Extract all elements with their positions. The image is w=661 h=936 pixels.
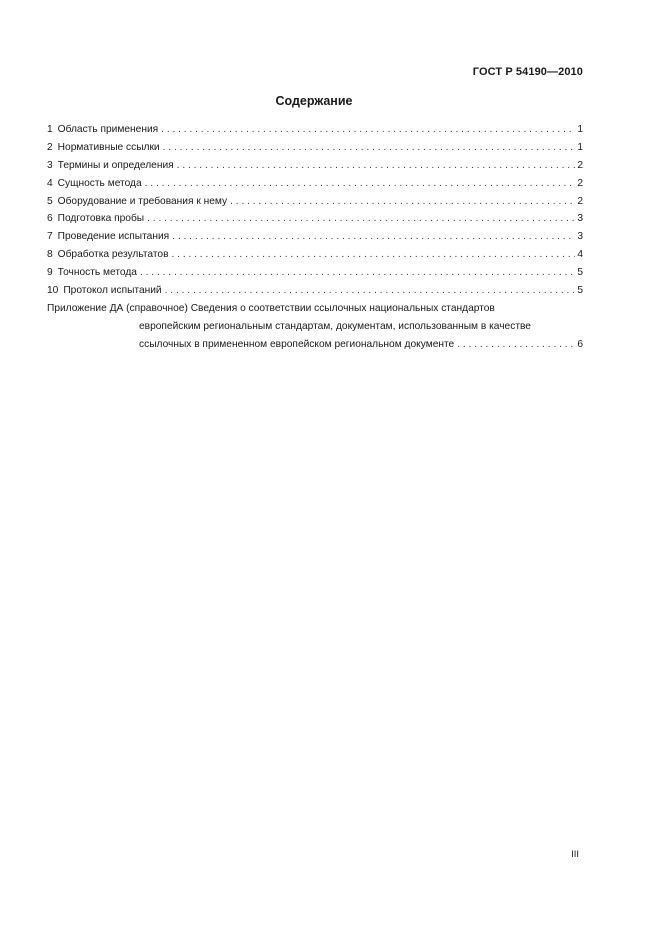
toc-entry-number: 1 [47,124,53,135]
toc-entry-label: Область применения [57,124,159,135]
toc-dot-leader [169,246,576,264]
appendix-last-line [47,336,583,354]
toc-entry-page: 3 [577,213,583,225]
toc-entry[interactable] [47,264,583,282]
toc-entry[interactable] [47,193,583,211]
toc-entry-page: 2 [577,195,583,207]
toc-entry-label: Нормативные ссылки [57,141,160,153]
toc-entry-page: 1 [577,124,583,135]
document-code: ГОСТ Р 54190—2010 [472,66,583,78]
toc-dot-leader [158,121,575,139]
toc-entry-number: 3 [47,159,53,171]
appendix-title-line3: ссылочных в примененном европейском региональном документе [139,338,455,350]
toc-entry[interactable] [47,121,583,139]
toc-dot-leader [144,210,575,228]
toc-dot-leader [454,336,575,354]
toc-entry-number: 8 [47,249,53,261]
appendix-prefix: Приложение [47,302,107,314]
toc-entry-label: Протокол испытаний [63,285,162,297]
toc-entry[interactable] [47,246,583,264]
appendix-page: 6 [577,338,583,350]
toc-entry-number: 2 [47,141,53,153]
toc-entry-label: Проведение испытания [57,231,170,243]
toc-entry-number: 9 [47,267,53,279]
toc-entry[interactable] [47,139,583,157]
toc-entry[interactable] [47,157,583,175]
toc-dot-leader [174,157,575,175]
appendix-title-line1: ДА (справочное) Сведения о соответствии ссылочных национальных стандартов [109,302,495,314]
toc-dot-leader [142,175,575,193]
toc-entry[interactable] [47,175,583,193]
table-of-contents [47,121,583,354]
toc-dot-leader [162,282,575,300]
toc-entry[interactable] [47,228,583,246]
toc-entry-page: 5 [577,285,583,297]
toc-dot-leader [160,139,575,157]
toc-appendix-entry[interactable] [47,300,583,354]
toc-entry-label: Точность метода [57,267,137,279]
toc-entry[interactable] [47,282,583,300]
toc-entry-number: 4 [47,177,53,189]
toc-entry-number: 5 [47,195,53,207]
appendix-title-line2: европейским региональным стандартам, документам, использованным в качестве [139,320,531,332]
toc-entry-number: 6 [47,213,53,225]
toc-dot-leader [137,264,575,282]
toc-entry-page: 5 [577,267,583,279]
toc-entry-label: Термины и определения [57,159,174,171]
appendix-first-line [47,300,583,318]
toc-entry-label: Оборудование и требования к нему [57,195,228,207]
toc-dot-leader [169,228,575,246]
toc-entry-number: 10 [47,285,59,297]
toc-entry-page: 1 [577,141,583,153]
toc-entry-page: 3 [577,231,583,243]
toc-entry-page: 2 [577,177,583,189]
toc-title: Содержание [275,94,353,108]
toc-entry-label: Подготовка пробы [57,213,145,225]
page-number: III [571,849,579,860]
toc-entry[interactable] [47,210,583,228]
toc-entry-label: Обработка результатов [57,249,169,261]
toc-entry-page: 2 [577,159,583,171]
toc-entry-page: 4 [577,249,583,261]
toc-entry-number: 7 [47,231,53,243]
toc-dot-leader [227,193,575,211]
toc-entry-label: Сущность метода [57,177,142,189]
